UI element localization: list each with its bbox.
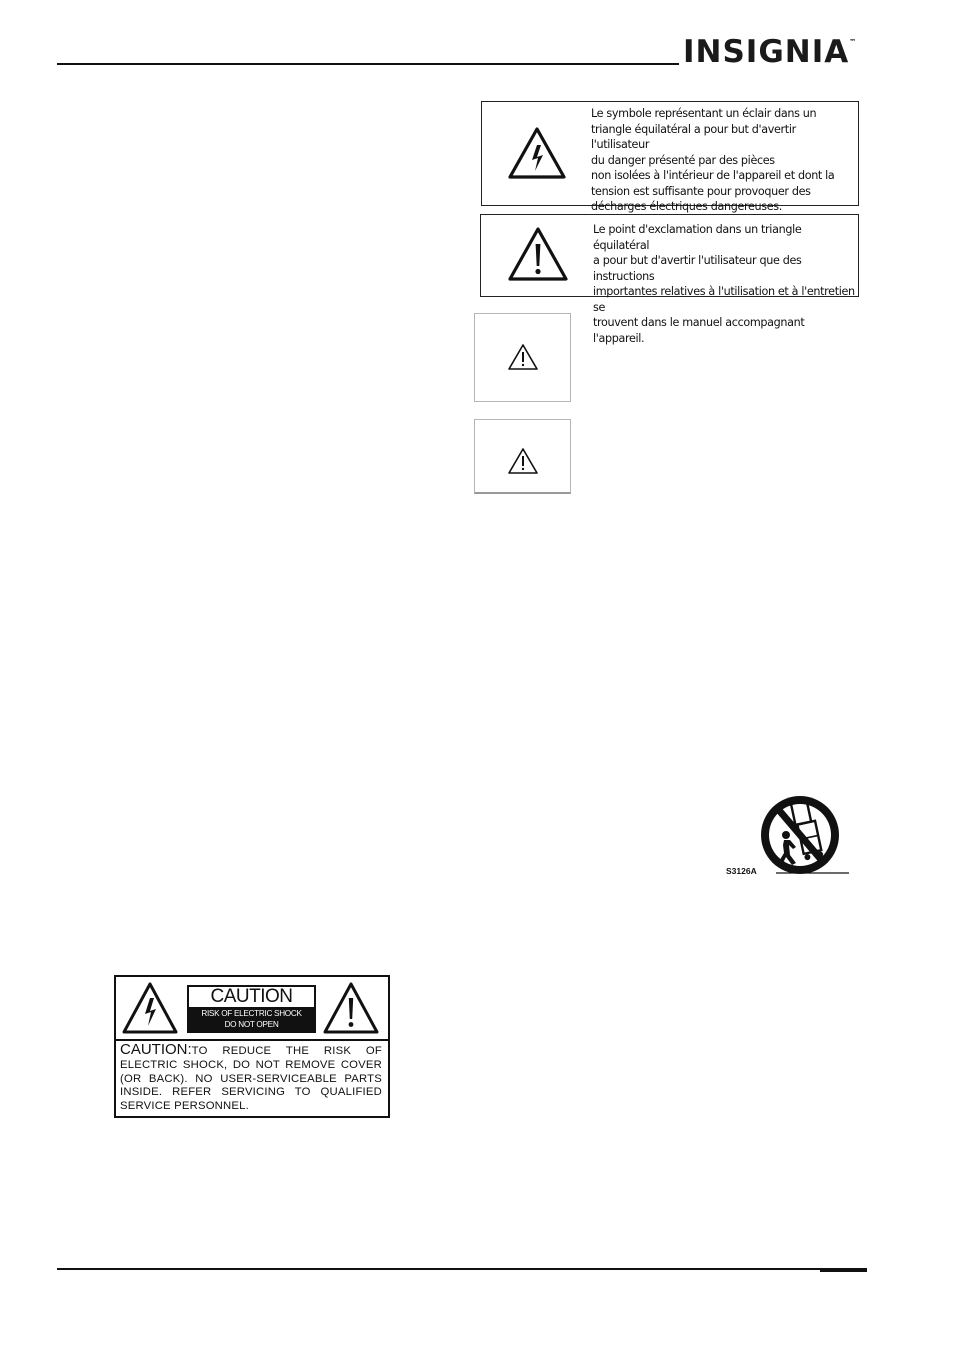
- caution-body-text: [120, 1043, 382, 1114]
- caution-badge-line-2: DO NOT OPEN: [224, 1019, 279, 1029]
- logo-text: INSIGNIA: [683, 34, 850, 70]
- header-rule: [57, 63, 679, 65]
- cart-warning-label: S3126A: [726, 866, 757, 876]
- caution-badge-line-1: RISK OF ELECTRIC SHOCK: [201, 1009, 302, 1018]
- cart-tip-over-icon: [756, 791, 852, 881]
- warning-triangle-icon: [507, 447, 539, 475]
- caution-badge-subtitle: [189, 1007, 314, 1031]
- exclamation-warning-text: Le point d'exclamation dans un triangle équilatéral a pour but d'avertir l'utilisateur que des instructions importantes relatives à l'utilisation et à l'entretien se trouvent dans le manuel accompagnant l'appareil.: [593, 223, 855, 345]
- exclamation-warning-icon: [507, 226, 569, 282]
- lightning-warning-icon: [507, 126, 567, 180]
- caution-badge-title: CAUTION: [189, 987, 314, 1007]
- lightning-warning-text: Le symbole représentant un éclair dans un triangle équilatéral a pour but d'avertir l'utilisateur du danger présenté par des pièces non isolées à l'intérieur de l'appareil et dont la tension est suffisante pour provoquer des décharges électriques dangereuses.: [591, 107, 835, 213]
- exclamation-warning-icon: [322, 981, 380, 1035]
- caution-body-lead: CAUTION:: [120, 1041, 192, 1058]
- caution-body-content: TO REDUCE THE RISK OF ELECTRIC SHOCK, DO NOT REMOVE COVER (OR BACK). NO USER-SERVICEABLE PARTS INSIDE. REFER SERVICING TO QUALIFIED SERVICE PERSONNEL.: [120, 1045, 382, 1113]
- warning-triangle-icon: [507, 343, 539, 371]
- insignia-logo: [683, 34, 857, 70]
- trademark-symbol: ™: [849, 38, 858, 46]
- lightning-warning-icon: [121, 981, 179, 1035]
- footer-rule-accent: [820, 1270, 867, 1272]
- footer-rule: [57, 1268, 867, 1270]
